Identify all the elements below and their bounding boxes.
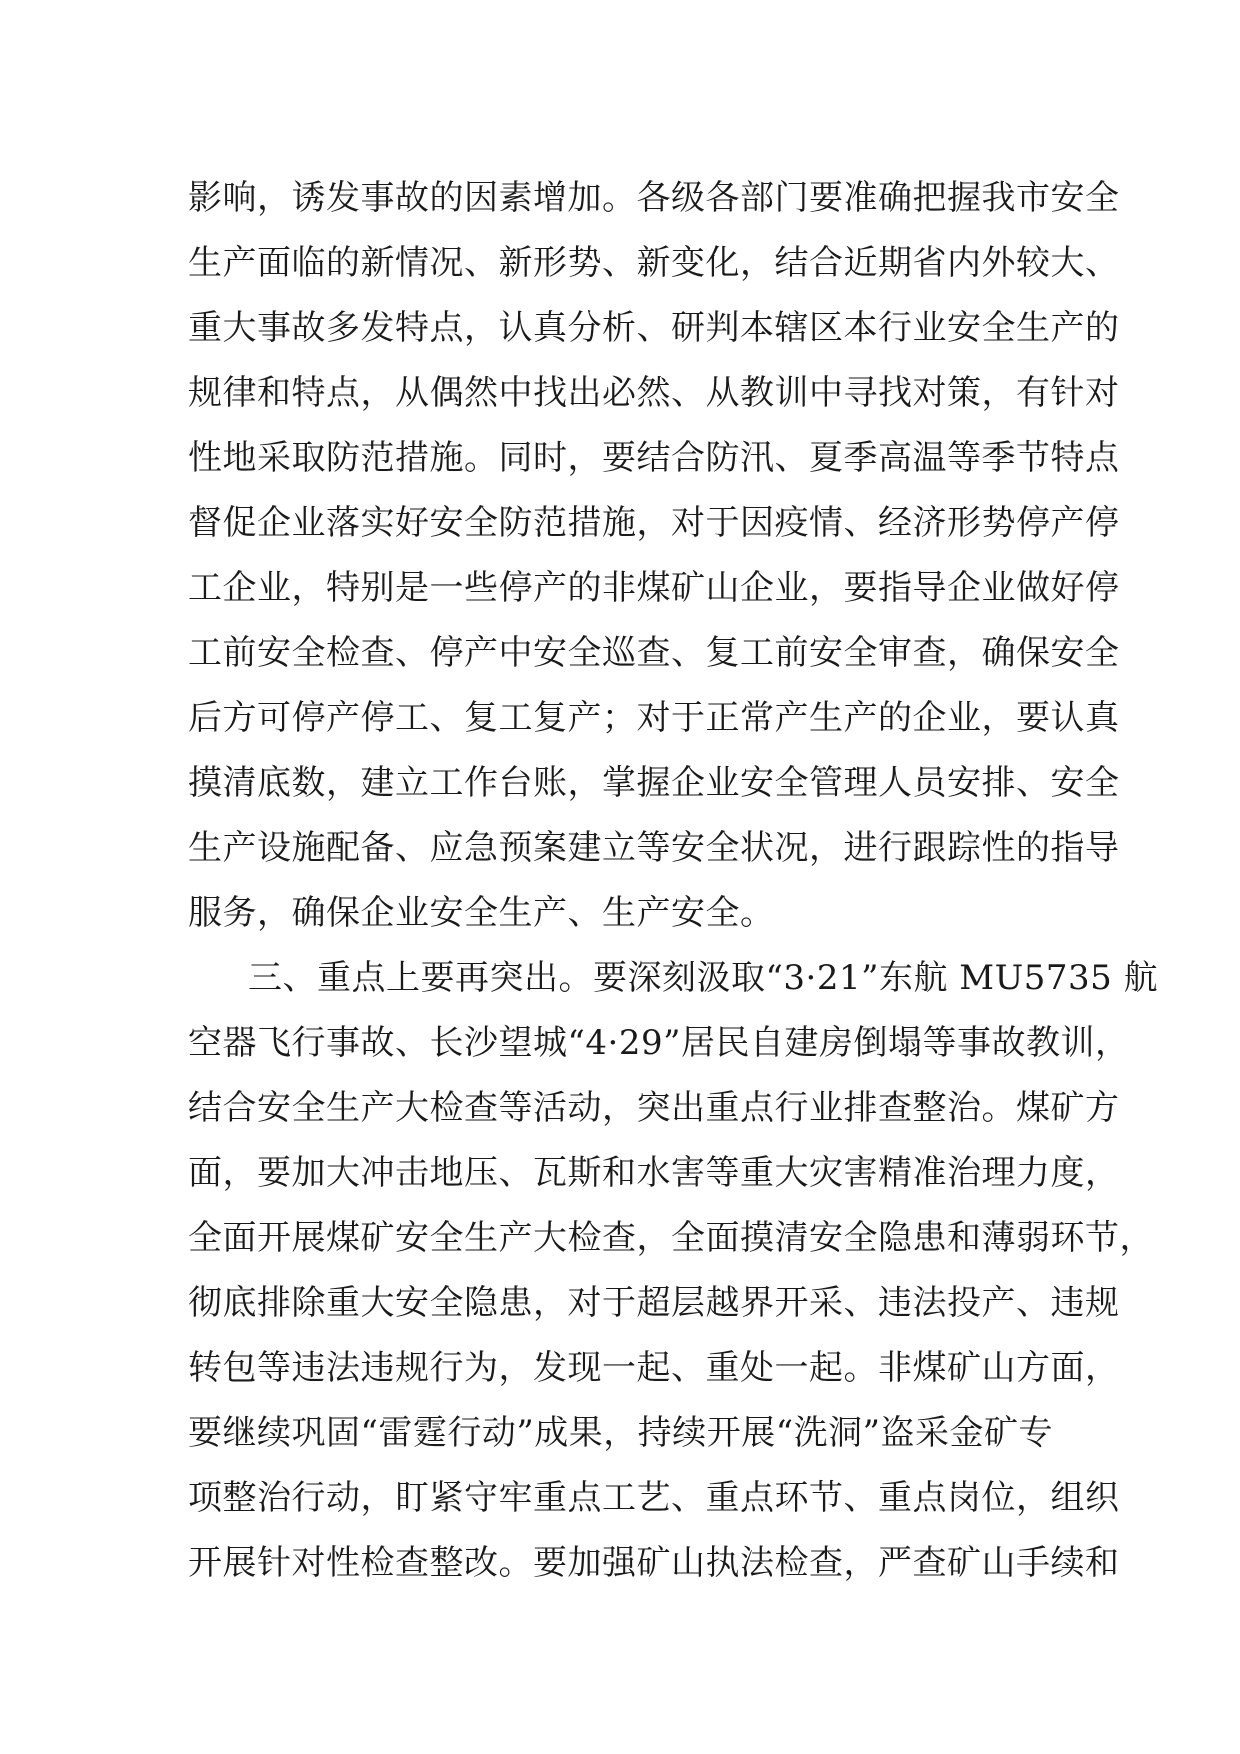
- text-line: 结合安全生产大检查等活动，突出重点行业排查整治。煤矿方: [188, 1088, 1120, 1128]
- text-line: 面，要加大冲击地压、瓦斯和水害等重大灾害精准治理力度，: [188, 1153, 1120, 1193]
- text-line: 摸清底数，建立工作台账，掌握企业安全管理人员安排、安全: [188, 763, 1120, 803]
- text-line: 工企业，特别是一些停产的非煤矿山企业，要指导企业做好停: [188, 568, 1120, 608]
- text-line: 转包等违法违规行为，发现一起、重处一起。非煤矿山方面，: [188, 1348, 1120, 1388]
- text-line: 工前安全检查、停产中安全巡查、复工前安全审查，确保安全: [188, 633, 1120, 673]
- text-line: 要继续巩固“雷霆行动”成果，持续开展“洗洞”盗采金矿专: [188, 1413, 1054, 1453]
- text-line: 规律和特点，从偶然中找出必然、从教训中寻找对策，有针对: [188, 373, 1120, 413]
- text-line: 空器飞行事故、长沙望城“4·29”居民自建房倒塌等事故教训，: [188, 1023, 1130, 1063]
- text-line: 全面开展煤矿安全生产大检查，全面摸清安全隐患和薄弱环节，: [188, 1218, 1154, 1258]
- text-line: 项整治行动，盯紧守牢重点工艺、重点环节、重点岗位，组织: [188, 1478, 1120, 1518]
- text-line: 开展针对性检查整改。要加强矿山执法检查，严查矿山手续和: [188, 1543, 1120, 1583]
- text-line: 影响，诱发事故的因素增加。各级各部门要准确把握我市安全: [188, 178, 1120, 218]
- text-line: 彻底排除重大安全隐患，对于超层越界开采、违法投产、违规: [188, 1283, 1120, 1323]
- section-heading-line: 三、重点上要再突出。要深刻汲取“3·21”东航 MU5735 航: [248, 958, 1159, 998]
- text-line: 重大事故多发特点，认真分析、研判本辖区本行业安全生产的: [188, 308, 1120, 348]
- text-line: 生产设施配备、应急预案建立等安全状况，进行跟踪性的指导: [188, 828, 1120, 868]
- body-text: [188, 166, 1159, 1596]
- text-line: 性地采取防范措施。同时，要结合防汛、夏季高温等季节特点: [188, 438, 1120, 478]
- text-line: 生产面临的新情况、新形势、新变化，结合近期省内外较大、: [188, 243, 1120, 283]
- text-line: 督促企业落实好安全防范措施，对于因疫情、经济形势停产停: [188, 503, 1120, 543]
- text-line: 服务，确保企业安全生产、生产安全。: [188, 893, 775, 933]
- text-line: 后方可停产停工、复工复产；对于正常产生产的企业，要认真: [188, 698, 1120, 738]
